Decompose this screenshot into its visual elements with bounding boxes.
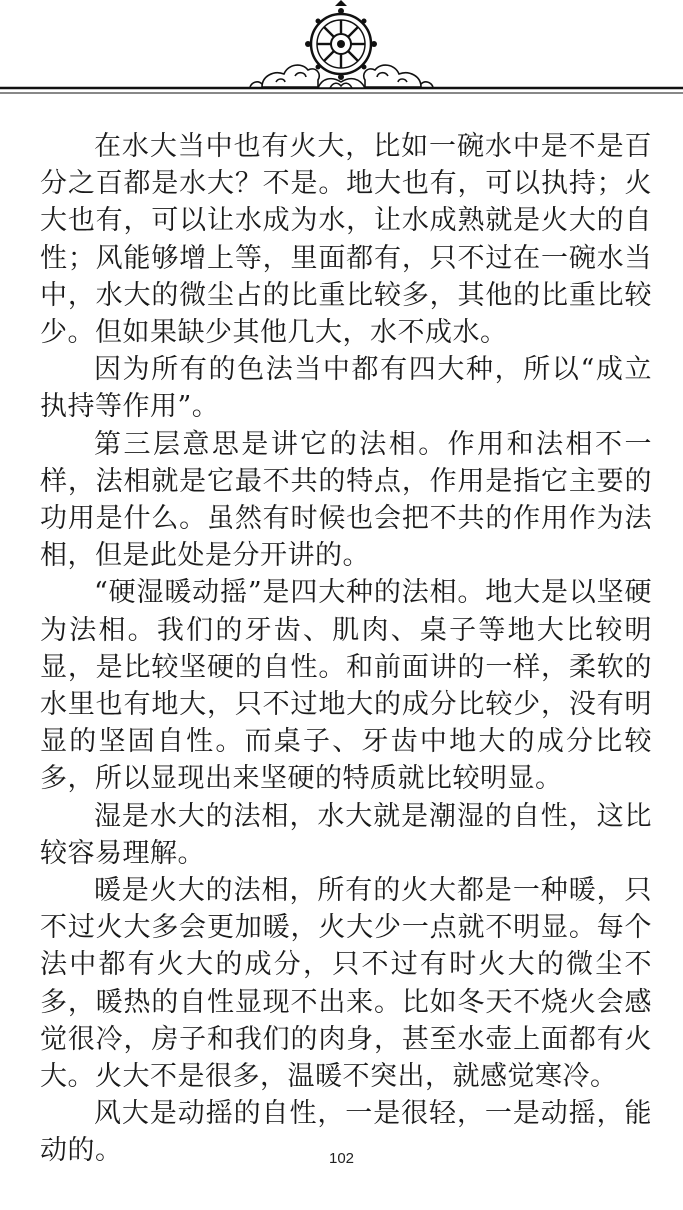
page-number: 102 [328,1150,355,1167]
paragraph: 湿是水大的法相，水大就是潮湿的自性，这比较容易理解。 [40,800,652,869]
paragraph: 暖是火大的法相，所有的火大都是一种暖，只不过火大多会更加暖，火大少一点就不明显。每个法中都有火大的成分，只不过有时火大的微尘不多，暖热的自性显现不出来。比如冬天不烧火会感觉很冷，房子和我们的肉身，甚至水壶上面都有火大。火大不是很多，温暖不突出，就感觉寒冷。 [40,875,652,1093]
dharma-wheel-icon [305,0,377,80]
right-cloud-ornament [364,65,433,87]
paragraph: 因为所有的色法当中都有四大种，所以“成立执持等作用”。 [40,354,652,423]
page-body [40,128,652,1170]
left-cloud-ornament [250,65,319,87]
paragraph: 第三层意思是讲它的法相。作用和法相不一样，法相就是它最不共的特点，作用是指它主要的功用是什么。虽然有时候也会把不共的作用作为法相，但是此处是分开讲的。 [40,428,652,572]
paragraph: 在水大当中也有火大，比如一碗水中是不是百分之百都是水大？不是。地大也有，可以执持；火大也有，可以让水成为水，让水成熟就是火大的自性；风能够增上等，里面都有，只不过在一碗水当中，水大的微尘占的比重比较多，其他的比重比较少。但如果缺少其他几大，水不成水。 [40,131,652,349]
lotus-base-ornament [318,79,365,88]
paragraph: 风大是动摇的自性，一是很轻，一是动摇，能动的。 [40,1098,652,1167]
header-ornament [0,0,683,110]
paragraph: “硬湿暖动摇”是四大种的法相。地大是以坚硬为法相。我们的牙齿、肌肉、桌子等地大比较明显，是比较坚硬的自性。和前面讲的一样，柔软的水里也有地大，只不过地大的成分比较少，没有明显的坚固自性。而桌子、牙齿中地大的成分比较多，所以显现出来坚硬的特质就比较明显。 [40,577,652,795]
